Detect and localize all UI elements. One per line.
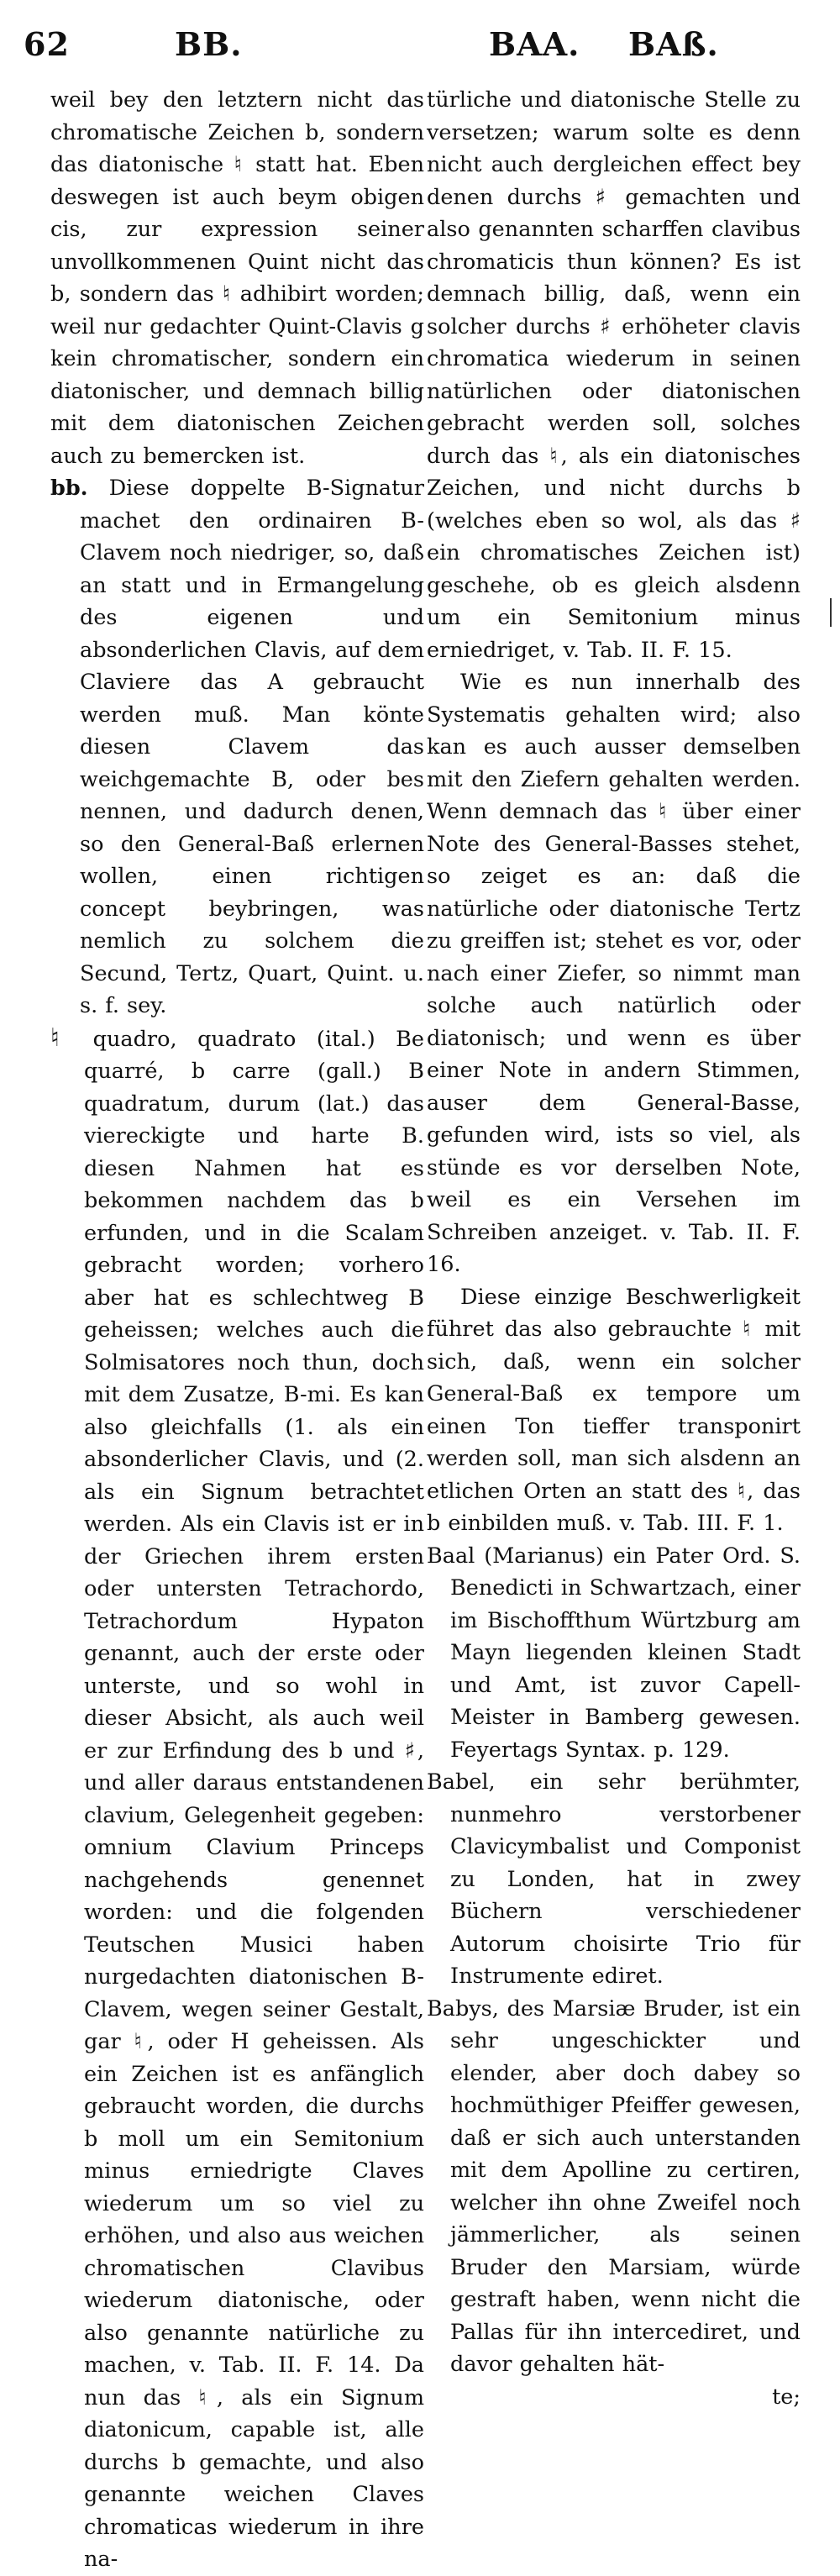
continuation-paragraph-right: türliche und diatonische Stelle zu versetzen; warum solte es denn nicht auch dergleichen effect bey denen durchs ♯ gemachten und also genannten scharffen clavibus chromaticis thun können? Es ist demnach billig, daß, wenn ein solcher durchs ♯ erhöheter clavis chromatica wiederum in seinen natürlichen oder diatonischen gebracht werden soll, solches durch das ♮, als ein diatonisches Zeichen, und nicht durchs b (welches eben so wol, als das ♯ ein chromatisches Zeichen ist) geschehe, ob es gleich alsdenn um ein Semitonium minus erniedriget, v. Tab. II. F. 15. [427,87,801,663]
right-running-heading-1: BAA. [489,25,580,63]
left-running-heading: BB. [175,25,243,63]
entry-babys [427,1993,801,2381]
entry-head-bb: bb. [50,476,88,501]
entry-text-bb: Diese doppelte B-Signatur machet den ordinairen B-Clavem noch niedriger, so, daß an statt und in Ermangelung des eigenen und absonderlichen Clavis, auf dem Claviere das A gebraucht werden muß. Man könte diesen Clavem das weichgemachte B, oder bes nennen, und dadurch denen, so den General-Baß erlernen wollen, einen richtigen concept beybringen, was nemlich zu solchem die Secund, Tertz, Quart, Quint. u. s. f. sey. [80,476,424,1018]
entry-head-baal: Baal [427,1543,475,1569]
entry-head-babys: Babys, [427,1995,499,2021]
catchword: te; [772,2384,801,2410]
margin-mark [830,598,832,627]
entry-text-babys: des Marsiæ Bruder, ist ein sehr ungeschickter und elender, aber doch dabey so hochmüthiger Pfeiffer gewesen, daß er sich auch unterstanden mit dem Apolline zu certiren, welcher ihn ohne Zweifel noch jämmerlicher, als seinen Bruder den Marsiam, würde gestraft haben, wenn nicht die Pallas für ihn intercediret, und davor gehalten hät- [450,1995,801,2377]
entry-text-baal: (Marianus) ein Pater Ord. S. Benedicti in Schwartzach, einer im Bischoffthum Würtzburg am Mayn liegenden kleinen Stadt und Amt, ist zuvor Capell-Meister in Bamberg gewesen. Feyertags Syntax. p. 129. [450,1543,801,1763]
paragraph-systematis: Wie es nun innerhalb des Systematis gehalten wird; also kan es auch ausser demselben mit den Ziefern gehalten werden. Wenn demnach das ♮ über einer Note des General-Basses stehet, so zeiget es an: daß die natürliche oder diatonische Tertz zu greiffen ist; stehet es vor, oder nach einer Ziefer, so nimmt man solche auch natürlich oder diatonisch; und wenn es über einer Note in andern Stimmen, auser dem General-Basse, gefunden wird, ists so viel, als stünde es vor derselben Note, weil es ein Versehen im Schreiben anzeiget. v. Tab. II. F. 16. [427,670,801,1277]
left-column [50,84,424,2576]
right-column [427,84,801,2413]
paragraph-beschwerligkeit: Diese einzige Beschwerligkeit führet das also gebrauchte ♮ mit sich, daß, wenn ein solcher General-Baß ex tempore um einen Ton tieffer transponirt werden soll, man sich alsdenn an etlichen Orten an statt des ♮, das b einbilden muß. v. Tab. III. F. 1. [427,1284,801,1536]
natural-sign-icon: ♮ [50,1023,73,1053]
continuation-paragraph: weil bey den letztern nicht das chromatische Zeichen b, sondern das diatonische ♮ statt hat. Eben deswegen ist auch beym obigen cis, zur expression seiner unvollkommenen Quint nicht das b, sondern das ♮ adhibirt worden; weil nur gedachter Quint-Clavis g kein chromatischer, sondern ein diatonischer, und demnach billig mit dem diatonischen Zeichen auch zu bemercken ist. [50,87,424,469]
entry-babel [427,1766,801,1993]
page-header [0,0,840,84]
right-running-heading-2: BAß. [628,25,719,63]
page-number: 62 [24,25,70,63]
entry-text-babel: ein sehr berühmter, nunmehro verstorbener Clavicymbalist und Componist zu Londen, hat in zwey Büchern verschiedener Autorum choisirte Trio für Instrumente ediret. [450,1769,801,1989]
entry-text-natural: quadro, quadrato (ital.) Be quarré, b carre (gall.) B quadratum, durum (lat.) das viereckigte und harte B. diesen Nahmen hat es bekommen nachdem das b erfunden, und in die Scalam gebracht worden; vorhero aber hat es schlechtweg B geheissen; welches auch die Solmisatores noch thun, doch mit dem Zusatze, B-mi. Es kan also gleichfalls (1. als ein absonderlicher Clavis, und (2. als ein Signum betrachtet werden. Als ein Clavis ist er in der Griechen ihrem ersten oder untersten Tetrachordo, Tetrachordum Hypaton genannt, auch der erste oder unterste, und so wohl in dieser Absicht, als auch weil er zur Erfindung des b und ♯, und aller daraus entstandenen clavium, Gelegenheit gegeben: omnium Clavium Princeps nachgehends genennet worden: und die folgenden Teutschen Musici haben nurgedachten diatonischen B-Clavem, wegen seiner Gestalt, gar ♮, oder H geheissen. Als ein Zeichen ist es anfänglich gebraucht worden, die durchs b moll um ein Semitonium minus erniedrigte Claves wiederum um so viel zu erhöhen, und also aus weichen chromatischen Clavibus wiederum diatonische, oder also genannte natürliche zu machen, v. Tab. II. F. 14. Da nun das ♮, als ein Signum diatonicum, capable ist, alle durchs b gemachte, und also genannte weichen Claves chromaticas wiederum in ihre na- [84,1026,424,2572]
entry-baal [427,1540,801,1767]
entry-natural-sign [50,1023,424,2576]
entry-bb [50,472,424,1023]
entry-head-babel: Babel, [427,1769,496,1795]
